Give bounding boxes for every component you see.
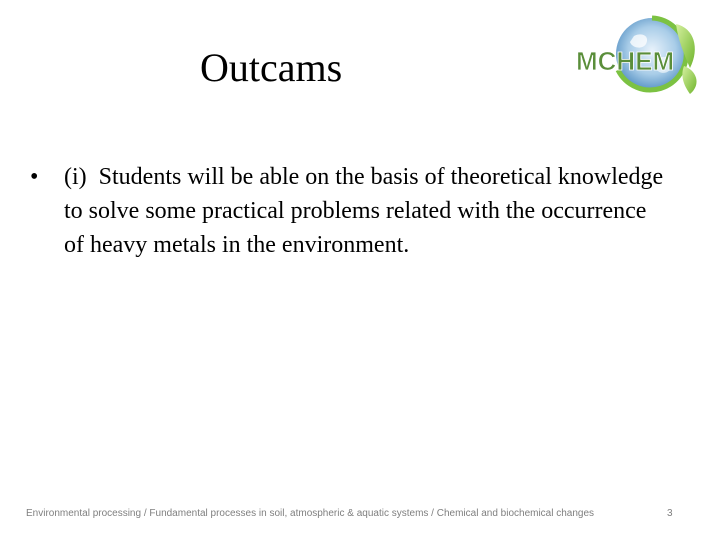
- globe-leaf-logo-icon: [572, 14, 708, 98]
- page-number: 3: [667, 508, 673, 519]
- slide-content: [30, 160, 670, 262]
- bullet-icon: •: [30, 164, 39, 190]
- slide-title: Outcams: [200, 45, 343, 90]
- bullet-item: [30, 160, 670, 262]
- bullet-text: (i) Students will be able on the basis of theoretical knowledge to solve some practical problems related with the occurrence of heavy metals in the environment.: [64, 164, 670, 258]
- mchem-logo: [572, 14, 708, 98]
- slide-footer: Environmental processing / Fundamental processes in soil, atmospheric & aquatic systems / Chemical and biochemical changes: [26, 508, 595, 519]
- logo-text: MCHEM: [576, 46, 675, 76]
